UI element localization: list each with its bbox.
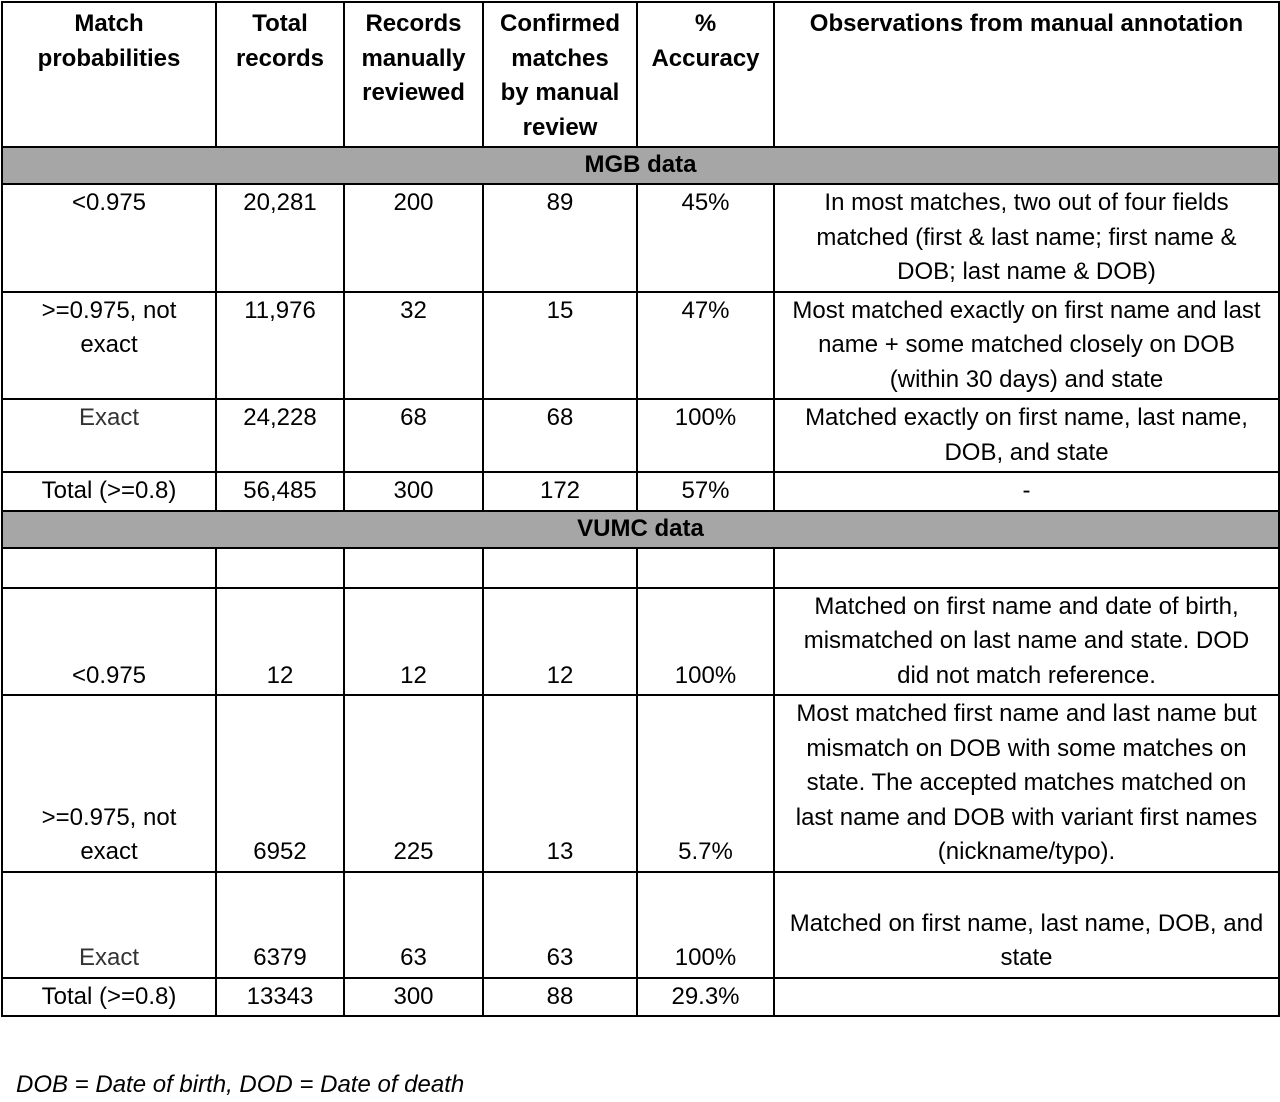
cell-match-probability: <0.975	[2, 184, 216, 292]
cell-observation	[774, 978, 1279, 1017]
table-row	[2, 399, 1279, 472]
cell-accuracy: 45%	[637, 184, 774, 292]
cell-confirmed-matches: 13	[483, 695, 637, 872]
cell-match-probability: Total (>=0.8)	[2, 472, 216, 511]
accuracy-table	[1, 1, 1280, 1017]
cell-match-probability: Exact	[2, 872, 216, 978]
cell-observation: Matched on first name and date of birth, mismatched on last name and state. DOD did not match reference.	[774, 588, 1279, 696]
cell-total-records: 13343	[216, 978, 344, 1017]
cell-empty	[216, 548, 344, 588]
cell-match-probability: <0.975	[2, 588, 216, 696]
footnote: DOB = Date of birth, DOD = Date of death	[16, 1071, 465, 1098]
cell-records-reviewed: 32	[344, 292, 483, 400]
table-row	[2, 872, 1279, 978]
table-row	[2, 695, 1279, 872]
section-title-vumc: VUMC data	[2, 511, 1279, 548]
header-accuracy: % Accuracy	[637, 2, 774, 147]
cell-accuracy: 57%	[637, 472, 774, 511]
header-total-records: Total records	[216, 2, 344, 147]
cell-records-reviewed: 300	[344, 472, 483, 511]
cell-observation: Most matched exactly on first name and last name + some matched closely on DOB (within 30 days) and state	[774, 292, 1279, 400]
cell-observation: Most matched first name and last name but mismatch on DOB with some matches on state. The accepted matches matched on last name and DOB with variant first names (nickname/typo).	[774, 695, 1279, 872]
cell-total-records: 24,228	[216, 399, 344, 472]
cell-match-probability: Total (>=0.8)	[2, 978, 216, 1017]
section-title-mgb: MGB data	[2, 147, 1279, 184]
cell-empty	[774, 548, 1279, 588]
table-row	[2, 292, 1279, 400]
cell-accuracy: 47%	[637, 292, 774, 400]
table-row	[2, 588, 1279, 696]
cell-confirmed-matches: 68	[483, 399, 637, 472]
cell-accuracy: 100%	[637, 872, 774, 978]
section-row-vumc	[2, 511, 1279, 548]
cell-records-reviewed: 200	[344, 184, 483, 292]
cell-total-records: 6379	[216, 872, 344, 978]
cell-observation: Matched exactly on first name, last name, DOB, and state	[774, 399, 1279, 472]
cell-confirmed-matches: 172	[483, 472, 637, 511]
cell-confirmed-matches: 89	[483, 184, 637, 292]
cell-accuracy: 100%	[637, 399, 774, 472]
header-observations: Observations from manual annotation	[774, 2, 1279, 147]
header-row	[2, 2, 1279, 147]
cell-total-records: 6952	[216, 695, 344, 872]
cell-accuracy: 5.7%	[637, 695, 774, 872]
cell-empty	[344, 548, 483, 588]
header-confirmed-matches: Confirmed matches by manual review	[483, 2, 637, 147]
cell-confirmed-matches: 88	[483, 978, 637, 1017]
cell-total-records: 11,976	[216, 292, 344, 400]
cell-records-reviewed: 225	[344, 695, 483, 872]
cell-empty	[483, 548, 637, 588]
cell-total-records: 56,485	[216, 472, 344, 511]
cell-observation: In most matches, two out of four fields matched (first & last name; first name & DOB; last name & DOB)	[774, 184, 1279, 292]
header-match-probabilities: Match probabilities	[2, 2, 216, 147]
cell-empty	[2, 548, 216, 588]
cell-confirmed-matches: 12	[483, 588, 637, 696]
cell-total-records: 20,281	[216, 184, 344, 292]
cell-total-records: 12	[216, 588, 344, 696]
cell-observation: -	[774, 472, 1279, 511]
cell-match-probability: >=0.975, not exact	[2, 695, 216, 872]
cell-match-probability: >=0.975, not exact	[2, 292, 216, 400]
cell-records-reviewed: 63	[344, 872, 483, 978]
cell-records-reviewed: 68	[344, 399, 483, 472]
table-row-empty	[2, 548, 1279, 588]
cell-accuracy: 29.3%	[637, 978, 774, 1017]
header-records-reviewed: Records manually reviewed	[344, 2, 483, 147]
cell-records-reviewed: 300	[344, 978, 483, 1017]
table-row	[2, 184, 1279, 292]
cell-records-reviewed: 12	[344, 588, 483, 696]
section-row-mgb	[2, 147, 1279, 184]
cell-confirmed-matches: 63	[483, 872, 637, 978]
table-row-total	[2, 978, 1279, 1017]
cell-confirmed-matches: 15	[483, 292, 637, 400]
cell-observation: Matched on first name, last name, DOB, and state	[774, 872, 1279, 978]
table-row-total	[2, 472, 1279, 511]
cell-accuracy: 100%	[637, 588, 774, 696]
cell-match-probability: Exact	[2, 399, 216, 472]
cell-empty	[637, 548, 774, 588]
